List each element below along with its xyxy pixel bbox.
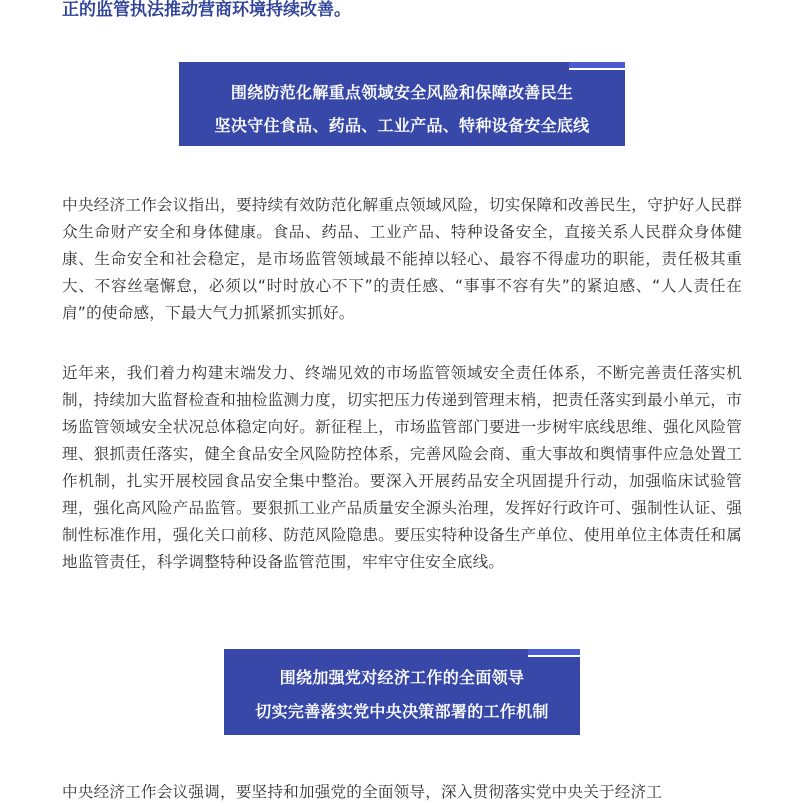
section-heading-line-1: 围绕加强党对经济工作的全面领导 (279, 668, 525, 687)
banner-accent-bar (528, 649, 580, 657)
body-paragraph-safety-intro: 中央经济工作会议指出，要持续有效防范化解重点领域风险，切实保障和改善民生，守护好人民群众生命财产安全和身体健康。食品、药品、工业产品、特种设备安全，直接关系人民群众身体健康、生命安全和社会稳定，是市场监管领域最不能掉以轻心、最容不得虚功的职能，责任极其重大、不容丝毫懈怠，必须以“时时放心不下”的责任感、“事事不容有失”的紧迫感、“人人责任在肩”的使命感，下最大气力抓紧抓实抓好。 (62, 196, 742, 322)
section-heading-line-1: 围绕防范化解重点领域安全风险和保障改善民生 (230, 83, 574, 102)
section-heading-banner-leadership (224, 649, 580, 735)
body-paragraph-leadership-intro: 中央经济工作会议强调，要坚持和加强党的全面领导，深入贯彻落实党中央关于经济工 (62, 783, 663, 801)
section-heading-banner-safety (179, 62, 625, 146)
section-heading-line-2: 切实完善落实党中央决策部署的工作机制 (255, 702, 549, 721)
body-paragraph-safety-measures: 近年来，我们着力构建末端发力、终端见效的市场监管领域安全责任体系，不断完善责任落实机制，持续加大监督检查和抽检监测力度，切实把压力传递到管理末梢，把责任落实到最小单元，市场监管领域安全状况总体稳定向好。新征程上，市场监管部门要进一步树牢底线思维、强化风险管理、狠抓责任落实，健全食品安全风险防控体系，完善风险会商、重大事故和舆情事件应急处置工作机制，扎实开展校园食品安全集中整治。要深入开展药品安全巩固提升行动，加强临床试验管理，强化高风险产品监管。要狠抓工业产品质量安全源头治理，发挥好行政许可、强制性认证、强制性标准作用，强化关口前移、防范风险隐患。要压实特种设备生产单位、使用单位主体责任和属地监管责任，科学调整特种设备监管范围，牢牢守住安全底线。 (62, 364, 742, 571)
article-lead-sentence: 正的监管执法推动营商环境持续改善。 (62, 0, 351, 20)
banner-accent-bar (569, 62, 625, 70)
section-heading-line-2: 坚决守住食品、药品、工业产品、特种设备安全底线 (214, 116, 590, 135)
